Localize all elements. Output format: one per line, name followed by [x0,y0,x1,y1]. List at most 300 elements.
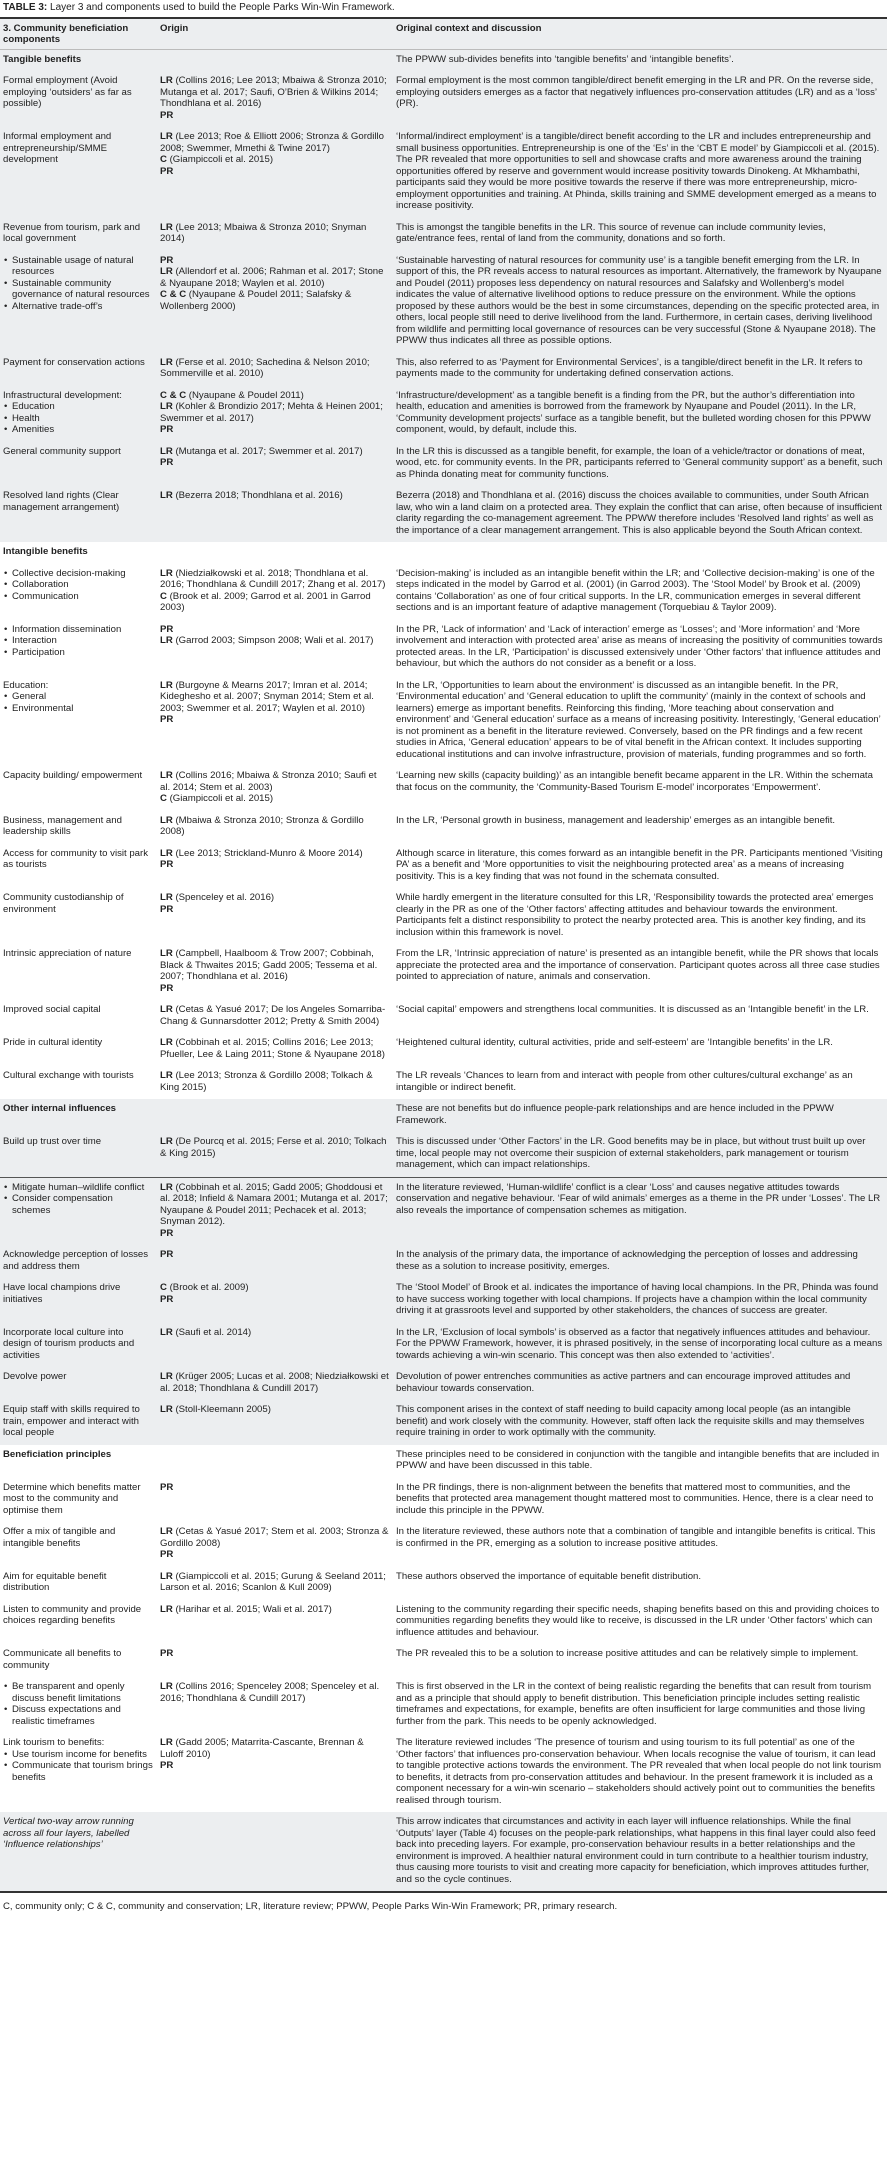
origin-entry [160,624,389,636]
origin-tag: PR [160,714,174,725]
origin-cell [157,1571,393,1594]
origin-entry [160,1249,389,1261]
component-name: Vertical two-way arrow running across all four layers, labelled ‘Influence relationships’ [3,1816,134,1850]
component-name: Listen to community and provide choices regarding benefits [3,1603,142,1626]
origin-tag: LR [160,1681,173,1692]
component-name: Revenue from tourism, park and local government [3,221,141,244]
origin-entry [160,1604,389,1616]
origin-tag: LR [160,1404,173,1415]
discussion-cell: In the analysis of the primary data, the importance of acknowledging the perception of losses and addressing these as a solution to increase positivity, emerges. [396,1249,858,1272]
origin-refs: (Stoll-Kleemann 2005) [172,1404,271,1415]
component-cell [0,1816,157,1885]
origin-refs: (Cobbinah et al. 2015; Gadd 2005; Ghoddousi et al. 2018; Infield & Namara 2001; Mutanga et al. 2017; Nyaupane & Poudel 2011; Pechacek et al. 2013; Snyman 2012). [160,1181,388,1227]
origin-tag: LR [160,1737,173,1748]
origin-entry [160,892,389,904]
origin-cell [157,1648,393,1671]
table-row [0,1812,887,1891]
component-bullet: • Education [3,401,153,413]
origin-cell [157,1136,393,1171]
origin-cell [157,490,393,536]
section-discussion: The PPWW sub-divides benefits into ‘tangible benefits’ and ‘intangible benefits’. [396,53,734,65]
section-origin [157,546,393,558]
section-discussion [393,546,887,558]
origin-tag: PR [160,254,174,266]
component-cell [0,1136,157,1171]
section-other-internal-influences [0,1099,887,1445]
table-footnote: C, community only; C & C, community and conservation; LR, literature review; PPWW, People Parks Win-Win Framework; PR, primary research. [3,1901,618,1912]
origin-refs: (Lee 2013; Roe & Elliott 2006; Stronza & Gordillo 2008; Swemmer, Mmethi & Twine 2017) [160,131,384,154]
discussion-cell: ‘Social capital’ empowers and strengthens local communities. It is discussed as an ‘Intangible benefit’ in the LR. [396,1004,869,1015]
origin-refs: (Krüger 2005; Lucas et al. 2008; Niedziałkowski et al. 2018; Thondhlana & Cundill 2017) [160,1371,389,1394]
origin-entry [160,815,389,838]
origin-refs: (Lee 2013; Strickland-Munro & Moore 2014) [172,847,363,859]
table-row [0,1132,887,1178]
origin-tag: LR [160,1526,173,1537]
discussion-cell: The LR reveals ‘Chances to learn from and interact with people from other cultures/cultural exchange’ as an intangible or indirect benefit. [396,1070,853,1093]
component-cell [0,1604,157,1639]
component-cell [0,75,157,121]
origin-tag: LR [160,892,173,903]
origin-entry [160,1571,389,1594]
section-origin [157,54,393,66]
origin-tag: PR [160,109,174,121]
component-bullet: • Communication [3,591,153,603]
origin-entry [160,357,389,380]
section-title: Intangible benefits [3,546,88,557]
discussion-cell: While hardly emergent in the literature consulted for this LR, ‘Responsibility towards the protected area’ emerges clearly in the PR as one of the ‘Other factors’ affecting attitudes and behaviour towards the environment. Participants felt a distinct responsibility to protect the nearby protected area. This is another key finding, and its inclusion within this framework is novel. [396,892,874,938]
origin-entry [160,401,389,424]
table-row [0,811,887,844]
origin-entry [160,714,389,726]
origin-entry [160,1681,389,1704]
origin-refs: (Collins 2016; Spenceley 2008; Spenceley et al. 2016; Thondhlana & Cundill 2017) [160,1681,380,1704]
component-name: Access for community to visit park as tourists [3,847,149,870]
discussion-cell: The PR revealed this to be a solution to increase positive attitudes and can be relatively simple to implement. [396,1648,859,1659]
origin-entry [160,1136,389,1159]
origin-cell [157,1681,393,1727]
origin-cell [157,680,393,761]
origin-entry [160,390,389,402]
origin-entry [160,983,389,995]
origin-tag: LR [160,567,173,579]
origin-entry [160,1760,389,1772]
table-row [0,1522,887,1567]
component-name: Improved social capital [3,1004,101,1015]
caption-label: TABLE 3: [3,2,48,13]
component-bullet: • Communicate that tourism brings benefits [3,1760,153,1783]
origin-cell [157,1249,393,1272]
component-name: Devolve power [3,1371,67,1382]
table-row [0,442,887,487]
origin-tag: PR [160,982,174,994]
origin-cell [157,1526,393,1561]
section-header-row [0,542,887,564]
origin-refs: (Bezerra 2018; Thondhlana et al. 2016) [172,490,343,501]
component-name: Determine which benefits matter most to the community and optimise them [3,1481,141,1516]
discussion-cell: Formal employment is the most common tangible/direct benefit emerging in the LR and PR. On the reverse side, employing outsiders emerges as a factor that negatively influences pro-conservation attitudes (LR) and as a ‘loss’ (PR). [396,75,877,109]
origin-tag: LR [160,1136,173,1147]
component-cell [0,131,157,212]
component-cell [0,1526,157,1561]
component-cell [0,357,157,380]
origin-refs: (Niedziałkowski et al. 2018; Thondhlana et al. 2016; Thondhlana & Cundill 2017; Zhang et al. 2017) [160,567,386,590]
origin-refs: (Cetas & Yasué 2017; Stem et al. 2003; Stronza & Gordillo 2008) [160,1526,389,1549]
table-row [0,1367,887,1400]
origin-tag: C & C [160,289,187,300]
origin-tag: LR [160,266,173,277]
origin-entry [160,1648,389,1660]
origin-cell [157,222,393,245]
origin-refs: (Lee 2013; Mbaiwa & Stronza 2010; Snyman 2014) [160,221,367,244]
origin-refs: (Gadd 2005; Matarrita-Cascante, Brennan & Luloff 2010) [160,1737,364,1760]
origin-tag: PR [160,1648,174,1659]
origin-tag: PR [160,1227,174,1239]
origin-entry [160,1371,389,1394]
origin-tag: PR [160,1760,174,1771]
origin-tag: LR [160,75,173,86]
component-cell [0,490,157,536]
table-row [0,676,887,767]
section-title: Other internal influences [3,1103,117,1114]
origin-cell [157,1604,393,1639]
component-name: Intrinsic appreciation of nature [3,948,132,959]
discussion-cell: This component arises in the context of staff needing to build capacity among local people (as an intangible benefit) and work closely with the community. However, staff often lack the requisite skills and may themselves require training in order to work optimally with the community. [396,1404,865,1438]
origin-entry [160,75,389,110]
origin-entry [160,222,389,245]
origin-cell [157,390,393,436]
component-cell [0,1737,157,1806]
component-cell [0,770,157,805]
caption-text: Layer 3 and components used to build the People Parks Win-Win Framework. [47,2,395,13]
component-cell [0,1070,157,1093]
origin-tag: LR [160,131,173,142]
origin-entry [160,289,389,312]
origin-cell [157,948,393,994]
origin-entry [160,568,389,591]
origin-cell [157,1404,393,1439]
origin-refs: (Allendorf et al. 2006; Rahman et al. 2017; Stone & Nyaupane 2018; Waylen et al. 2010) [160,266,384,289]
table-row [0,1033,887,1066]
component-name: Resolved land rights (Clear management arrangement) [3,490,120,513]
table-header-row [0,19,887,50]
origin-cell [157,357,393,380]
origin-entry [160,1182,389,1228]
origin-refs: (Brook et al. 2009; Garrod et al. 2001 in Garrod 2003) [160,590,371,613]
component-cell [0,1404,157,1439]
origin-refs: (Mutanga et al. 2017; Swemmer et al. 2017) [172,445,363,457]
origin-entry [160,591,389,614]
component-name: Pride in cultural identity [3,1037,103,1048]
origin-refs: (Burgoyne & Mearns 2017; Imran et al. 2014; Kideghesho et al. 2007; Snyman 2014; Stem et al. 2003; Swemmer et al. 2017; Waylen et al. 2010) [160,679,374,714]
component-bullet: • Mitigate human–wildlife conflict [3,1182,153,1194]
origin-entry [160,166,389,178]
section-header-row [0,50,887,72]
origin-tag: LR [160,770,173,781]
discussion-cell: These authors observed the importance of equitable benefit distribution. [396,1570,702,1582]
origin-tag: LR [160,356,173,368]
section-origin [157,1103,393,1126]
component-name: Cultural exchange with tourists [3,1070,134,1081]
origin-tag: C & C [160,389,187,401]
discussion-cell: Bezerra (2018) and Thondhlana et al. (2016) discuss the choices available to communities, under South African law, who win a land claim on a protected area. They explain the conflict that can arise, often because of insufficient clarity regarding the co-management agreement. The PPWW therefore includes ‘Resolved land rights’ as well as the importance of a clear management arrangement. This is also applicable beyond the South African context. [396,490,883,536]
origin-tag: LR [160,1570,173,1582]
origin-entry [160,1004,389,1027]
origin-tag: LR [160,1603,173,1615]
table-row [0,71,887,127]
origin-refs: (Ferse et al. 2010; Sachedina & Nelson 2010; Sommerville et al. 2010) [160,356,370,379]
origin-cell [157,892,393,938]
discussion-cell: In the LR, ‘Exclusion of local symbols’ is observed as a factor that negatively influences attitudes and behaviour. For the PPWW Framework, however, it is phrased positively, in the sense of incorporating local culture as a means towards achieving a win-win scenario. This concept was then also extended to ‘activities’. [396,1326,883,1361]
origin-tag: PR [160,903,174,915]
discussion-cell: ‘Sustainable harvesting of natural resources for community use’ is a tangible benefit emerging from the LR. In support of this, the PR reveals access to natural resources as important. Alternatively, the framework by Nyaupane and Poudel (2011) proposes less dependency on natural resources and Salafsky and Wollenberg’s model indicates the value of alternative livelihood options to reduce pressure on the environment. While the options proposed by these authors would be the best in some circumstances, depending on the specific protected area, in others, local people still need to derive livelihood from the land. Furthermore, in certain cases, deriving livelihood from wildlife and permitting local governance of resources can be very successful (Stone & Nyaupane 2018). The PPWW thus indicates all three as possible options. [396,254,882,346]
origin-cell [157,446,393,481]
origin-tag: LR [160,401,173,412]
origin-entry [160,131,389,154]
component-name: Acknowledge perception of losses and address them [3,1249,149,1272]
origin-entry [160,770,389,793]
origin-entry [160,1549,389,1561]
component-bullet: • Information dissemination [3,624,153,636]
table-row [0,353,887,386]
component-name: Build up trust over time [3,1136,102,1147]
origin-tag: LR [160,1004,173,1015]
discussion-cell: In the PR findings, there is non-alignment between the benefits that mattered most to communities, and the benefits that protected area management thought mattered most to communities. Hence, there is a clear need to include this principle in the PPWW. [396,1481,874,1516]
section-header-row [0,1099,887,1132]
origin-cell [157,848,393,883]
origin-refs: (Spenceley et al. 2016) [172,892,275,903]
origin-tag: LR [160,948,173,959]
origin-refs: (Giampiccoli et al. 2015) [166,154,274,165]
component-cell [0,680,157,761]
component-bullet: • Discuss expectations and realistic timeframes [3,1704,153,1727]
header-components: 3. Community beneficiation components [3,22,129,45]
table-row [0,127,887,218]
discussion-cell: From the LR, ‘Intrinsic appreciation of nature’ is presented as an intangible benefit, while the PR shows that locals appreciate the protected area and the importance of conservation. Participant quotes across all three case studies pointed to appreciation of nature, animals and conservation. [396,948,880,982]
section-header-row [0,1445,887,1478]
discussion-cell: ‘Learning new skills (capacity building)’ as an intangible benefit became apparent in the LR. Within the schemata that focus on the community, the ‘Community-Based Tourism E-model’ incorporates ‘Empowerment’. [396,770,873,793]
origin-refs: (Mbaiwa & Stronza 2010; Stronza & Gordillo 2008) [160,814,364,837]
origin-entry [160,446,389,458]
component-bullet: • Participation [3,647,153,659]
origin-tag: PR [160,1481,174,1493]
section-origin [157,1449,393,1472]
table-row [0,1644,887,1677]
origin-refs: (Nyaupane & Poudel 2011) [186,389,304,401]
component-cell [0,815,157,838]
origin-refs: (Giampiccoli et al. 2015) [166,793,274,804]
discussion-cell: This is first observed in the LR in the context of being realistic regarding the benefits that can result from tourism and as a principle that should apply to benefit distribution. This beneficiation principle includes setting realistic timeframes and expectations, for example, benefits are often insufficient for large communities and those living further from the park. This needs to be openly acknowledged. [396,1681,872,1727]
origin-tag: LR [160,1371,173,1382]
origin-refs: (Saufi et al. 2014) [172,1326,252,1338]
origin-tag: LR [160,1326,173,1338]
origin-refs: (Collins 2016; Lee 2013; Mbaiwa & Stronza 2010; Mutanga et al. 2017; Saufi, O’Brien & Wilkins 2014; Thondhlana et al. 2016) [160,75,387,109]
component-name: Equip staff with skills required to train, empower and interact with local people [3,1404,140,1438]
component-name: Link tourism to benefits: [3,1737,105,1748]
origin-entry [160,1294,389,1306]
origin-tag: LR [160,490,173,501]
table-row [0,386,887,442]
origin-tag: LR [160,635,173,646]
component-bullet: • Collaboration [3,579,153,591]
origin-entry [160,266,389,289]
origin-refs: (Harihar et al. 2015; Wali et al. 2017) [172,1603,332,1615]
component-name: Capacity building/ empowerment [3,770,143,781]
section-title: Beneficiation principles [3,1448,112,1460]
discussion-cell: This is discussed under ‘Other Factors’ in the LR. Good benefits may be in place, but without trust built up over time, local people may not overcome their suspicion of external stakeholders, park management or tourism management, which can impact relationships. [396,1136,866,1170]
component-bullet: • Interaction [3,635,153,647]
origin-cell [157,1070,393,1093]
component-cell [0,1327,157,1362]
table-row [0,1000,887,1033]
origin-entry [160,1282,389,1294]
section-title: Tangible benefits [3,53,82,65]
discussion-cell: The ‘Stool Model’ of Brook et al. indicates the importance of having local champions. In the PR, Phinda was found to have success working together with local champions. If projects have a champion within the local community driving it at grassroots level and supported by other stakeholders, the chances of success are greater. [396,1282,879,1316]
component-bullet: • Be transparent and openly discuss benefit limitations [3,1681,153,1704]
origin-entry [160,680,389,715]
origin-cell [157,1282,393,1317]
origin-cell [157,1037,393,1060]
table-row [0,218,887,251]
component-cell [0,568,157,614]
table-row [0,1567,887,1600]
component-name: Aim for equitable benefit distribution [3,1570,107,1593]
origin-tag: PR [160,457,174,468]
origin-tag: PR [160,1293,174,1305]
discussion-cell: This arrow indicates that circumstances and activity in each layer will influence relationships. While the final ‘Outputs’ layer (Table 4) focuses on the people-park relationships, what happens in this final layer could also feed back into preceding layers. For example, pro-conservation behaviour results in a better relationships and the environment is improved. A healthier natural environment could in turn contribute to a healthier tourism industry, thus causing more tourists to visit and creating more capacity for beneficiation, which improves attitudes further, and so the cycle continues. [396,1816,876,1885]
origin-tag: LR [160,679,173,691]
origin-tag: LR [160,1070,173,1081]
section-discussion: These are not benefits but do influence people-park relationships and are hence included in the PPWW Framework. [396,1103,834,1126]
section-influence-arrow [0,1812,887,1893]
origin-cell [157,255,393,347]
table-row [0,251,887,353]
origin-refs: (Kohler & Brondizio 2017; Mehta & Heinen 2001; Swemmer et al. 2017) [160,401,383,424]
component-bullet: • Sustainable usage of natural resources [3,255,153,278]
origin-tag: C [160,793,167,804]
component-cell [0,1371,157,1394]
origin-refs: (Garrod 2003; Simpson 2008; Wali et al. 2017) [172,635,374,646]
component-bullet: • Health [3,413,153,425]
component-cell [0,1482,157,1517]
table-row [0,1178,887,1246]
origin-refs: (De Pourcq et al. 2015; Ferse et al. 2010; Tolkach & King 2015) [160,1136,387,1159]
origin-cell [157,1327,393,1362]
component-name: Offer a mix of tangible and intangible benefits [3,1526,116,1549]
origin-refs: (Cobbinah et al. 2015; Collins 2016; Lee 2013; Pfueller, Lee & Laing 2011; Stone & Nyaupane 2018) [160,1037,385,1060]
component-bullet: • General [3,691,153,703]
discussion-cell: In the LR, ‘Personal growth in business, management and leadership’ emerges as an intangible benefit. [396,814,836,826]
origin-entry [160,848,389,860]
origin-refs: (Brook et al. 2009) [166,1282,249,1293]
origin-tag: PR [160,165,174,177]
discussion-cell: The literature reviewed includes ‘The presence of tourism and using tourism to its full potential’ as one of the ‘Other factors’ that influences pro-conservation behaviour. When locals recognise the value of tourism, it can lead to tangible protective actions towards the environment. The PR revealed that when local people do not link tourism to benefits, it detracts from pro-conservation attitudes and behaviour. In the present framework it is included as a component necessary for a win-win scenario – stakeholders should actively point out to communities the benefits realised through tourism. [396,1737,882,1806]
component-bullet: • Environmental [3,703,153,715]
discussion-cell: ‘Heightened cultural identity, cultural activities, pride and self-esteem’ are ‘Intangible benefits’ in the LR. [396,1037,833,1048]
section-beneficiation-principles [0,1445,887,1813]
origin-cell [157,131,393,212]
origin-entry [160,793,389,805]
component-cell [0,1182,157,1240]
component-bullet: • Use tourism income for benefits [3,1749,153,1761]
origin-tag: PR [160,1249,174,1260]
discussion-cell: In the PR, ‘Lack of information’ and ‘Lack of interaction’ emerge as ‘Losses’; and ‘More information’ and ‘More involvement and interaction with protected area’ arise as means of increasing the positivity of communities towards protected areas. In the LR, ‘Participation’ is discussed extensively under ‘Other factors’ that influence attitudes and behaviour, but which the authors do not consider as a benefit or a loss. [396,623,883,669]
table-row [0,486,887,542]
table-row [0,1677,887,1733]
discussion-cell: ‘Informal/indirect employment’ is a tangible/direct benefit according to the LR and includes entrepreneurship and small business opportunities. Entrepreneurship is one of the ‘Es’ in the ‘CBT E model’ by Giampiccoli et al. (2015). The PR revealed that more opportunities to sell and showcase crafts and more awareness around the training opportunities offered by reserve and government would increase positivity towards Dinokeng. At Mkhambathi, participants said they would be more positive towards the reserve if there was more entrepreneurship, micro-employment opportunities and training. At Phinda, skills training and SMME development emerged as a means to increase positivity. [396,131,880,211]
component-cell [0,446,157,481]
origin-entry [160,154,389,166]
table-row [0,1400,887,1445]
origin-refs: (Collins 2016; Mbaiwa & Stronza 2010; Saufi et al. 2014; Stem et al. 2003) [160,770,377,793]
origin-refs: (Campbell, Haalboom & Trow 2007; Cobbinah, Black & Thwaites 2015; Gadd 2005; Tessema et al. 2007; Thondhlana et al. 2016) [160,948,378,982]
origin-entry [160,110,389,122]
origin-cell [157,1371,393,1394]
origin-tag: C [160,590,167,602]
origin-entry [160,255,389,267]
origin-tag: LR [160,814,173,826]
component-name: Have local champions drive initiatives [3,1282,121,1305]
origin-cell [157,770,393,805]
component-cell [0,1681,157,1727]
component-bullet: • Alternative trade-off’s [3,301,153,313]
table-row [0,1066,887,1099]
component-name: Community custodianship of environment [3,892,124,915]
origin-entry [160,1228,389,1240]
origin-tag: C [160,154,167,165]
origin-entry [160,904,389,916]
component-cell [0,948,157,994]
table-row [0,1278,887,1323]
origin-entry [160,859,389,871]
origin-cell [157,568,393,614]
origin-entry [160,1327,389,1339]
component-cell [0,255,157,347]
origin-cell [157,1182,393,1240]
discussion-cell: In the LR this is discussed as a tangible benefit, for example, the loan of a vehicle/tractor or donations of meat, wood, etc. for community events. In the PR, participants referred to ‘General community support’ as a benefit, such as Phinda donating meat for community functions. [396,445,883,480]
discussion-cell: ‘Infrastructure/development’ as a tangible benefit is a finding from the PR, but the author’s differentiation into health, education and amenities is borrowed from the framework by Nyaupane and Poudel (2011). In the LR, ‘Community development projects’ surface as a tangible benefit, but the bulleted wording chosen for this PPWW component, would, by default, include this. [396,389,871,435]
table-caption [0,0,887,19]
table-row [0,564,887,620]
origin-entry [160,424,389,436]
origin-cell [157,1816,393,1885]
component-cell [0,848,157,883]
origin-entry [160,1737,389,1760]
discussion-cell: In the literature reviewed, ‘Human-wildlife’ conflict is a clear ‘Loss’ and causes negative attitudes towards conservation and negative behaviour. ‘Fear of wild animals’ emerges as a theme in the PR under ‘Losses’. The LR also reveals the importance of compensation schemes as mitigation. [396,1181,881,1216]
header-discussion: Original context and discussion [396,22,542,34]
table-row [0,620,887,676]
origin-cell [157,815,393,838]
discussion-cell: ‘Decision-making’ is included as an intangible benefit within the LR; and ‘Collective decision-making’ is one of the steps indicated in the model by Garrod et al. (2001) (in Garrod 2003). The ‘Stool Model’ by Brook et al. (2009) contains ‘Collaboration’ as one of four critical supports. In the LR, communication emerges in several different sections and is an important feature of adaptive management (Torquebiau & Taylor 2009). [396,567,875,613]
discussion-cell: In the LR, ‘Opportunities to learn about the environment’ is discussed as an intangible benefit. In the PR, ‘Environmental education’ and ‘General education to uplift the community’ (mainly in the context of schools and learners) emerge as important benefits. Reinforcing this finding, ‘More teaching about conservation and environment’ and ‘General education’ surface as a means of increasing positivity. Interestingly, ‘General education’ is not prominent as a benefit in the literature reviewed. Conversely, based on the PR findings and a few recent studies in Africa, ‘General education’ appears to be of vital benefit in the African context. It includes supporting educational institutions and can involve infrastructure, provision of materials, funding programmes and so forth. [396,679,881,760]
origin-tag: PR [160,623,174,635]
component-cell [0,624,157,670]
component-bullet: • Consider compensation schemes [3,1193,153,1216]
component-name: Education: [3,679,49,691]
component-cell [0,1004,157,1027]
origin-cell [157,75,393,121]
origin-refs: (Giampiccoli et al. 2015; Gurung & Seeland 2011; Larson et al. 2016; Scanlon & Kull 2009) [160,1570,386,1593]
origin-cell [157,1737,393,1806]
header-origin: Origin [160,22,189,34]
discussion-cell: This is amongst the tangible benefits in the LR. This source of revenue can include community levies, gate/entrance fees, rental of land from the community, donations and so forth. [396,221,826,244]
component-cell [0,1648,157,1671]
discussion-cell: This, also referred to as ‘Payment for Environmental Services’, is a tangible/direct benefit in the LR. It refers to payments made to the community for undertaking defined conservation actions. [396,356,863,379]
component-cell [0,1037,157,1060]
origin-tag: LR [160,445,173,457]
origin-refs: (Lee 2013; Stronza & Gordillo 2008; Tolkach & King 2015) [160,1070,373,1093]
origin-tag: PR [160,1549,174,1560]
component-name: Business, management and leadership skills [3,814,122,837]
